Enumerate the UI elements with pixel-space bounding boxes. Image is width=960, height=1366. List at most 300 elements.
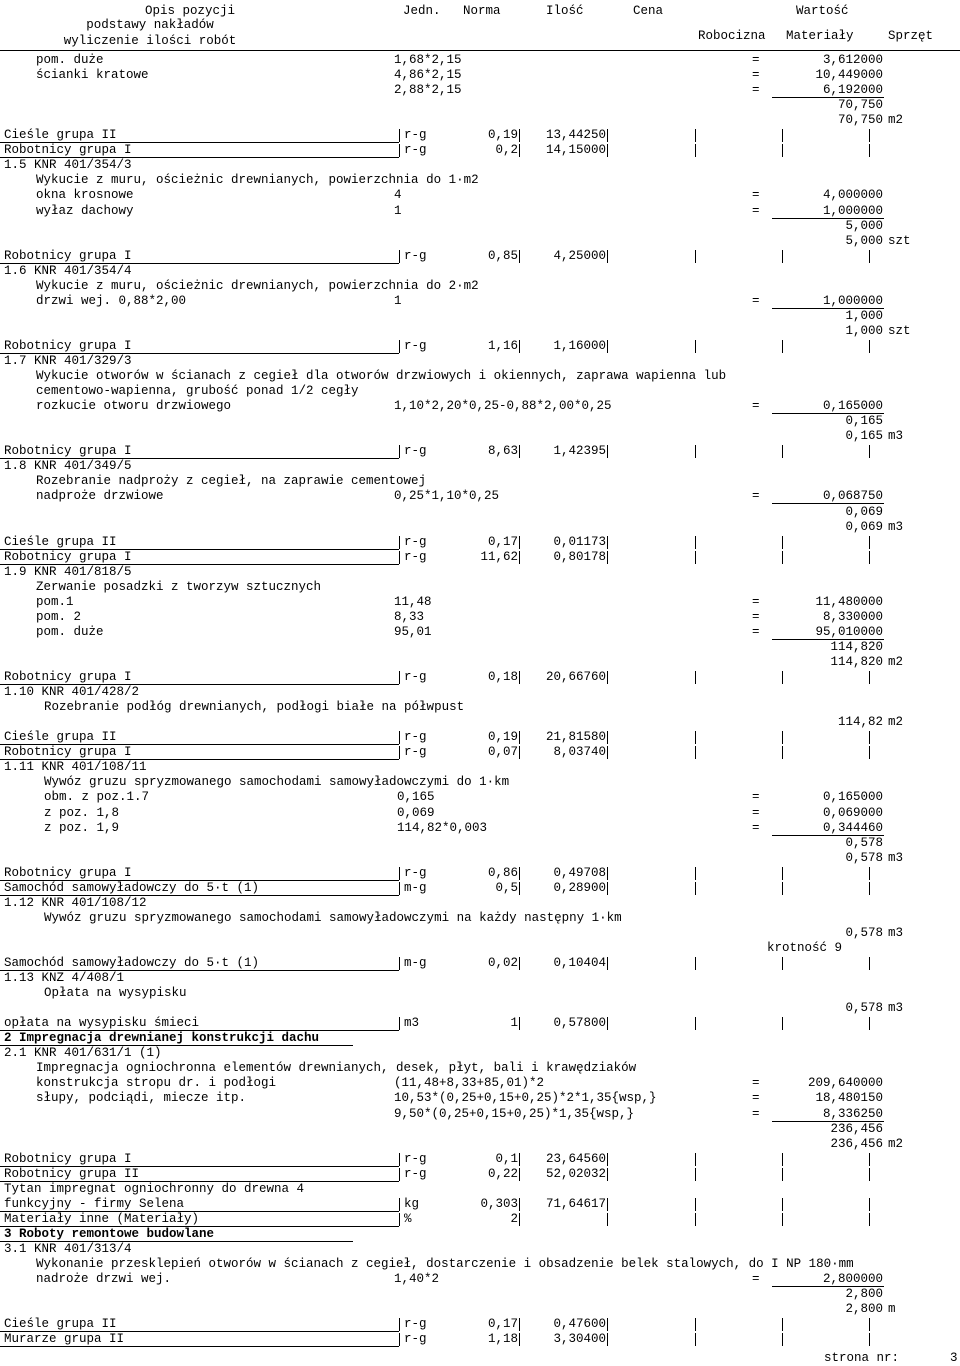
- column-separator: [695, 731, 696, 744]
- calc-equals: =: [752, 294, 760, 308]
- column-separator: [399, 731, 400, 744]
- calc-formula: 1,10*2,20*0,25-0,88*2,00*0,25: [394, 399, 612, 413]
- calc-value: 0,344460: [822, 821, 883, 835]
- resource-unit: r-g: [404, 730, 427, 744]
- resource-name: Murarze grupa II: [4, 1332, 125, 1346]
- column-separator: [869, 1213, 870, 1226]
- column-separator: [869, 671, 870, 684]
- column-separator: [695, 1333, 696, 1346]
- footer-page-label: strona nr:: [824, 1351, 900, 1365]
- column-separator: [399, 250, 400, 263]
- calc-formula: 8,33: [394, 610, 425, 624]
- resource-name: Cieśle grupa II: [4, 535, 117, 549]
- calc-formula: 11,48: [394, 595, 432, 609]
- position-description: Wykonanie przesklepień otworów w ścianach z cegieł, dostarczenie i obsadzenie belek stalowych, do I NP 180·mm: [36, 1257, 854, 1271]
- total-value: 0,578: [845, 1001, 883, 1015]
- column-separator: [519, 445, 520, 458]
- column-separator: [782, 536, 783, 549]
- position-number: 1.8 KNR 401/349/5: [4, 459, 132, 473]
- resource-name: Robotnicy grupa I: [4, 550, 132, 564]
- calc-description: ścianki kratowe: [36, 68, 149, 82]
- total-value: 0,578: [845, 926, 883, 940]
- position-number: 1.10 KNR 401/428/2: [4, 685, 140, 699]
- calc-value: 0,165000: [822, 399, 883, 413]
- calc-formula: 1: [394, 294, 402, 308]
- resource-norm: 0,07: [487, 745, 518, 759]
- column-separator: [869, 1168, 870, 1181]
- resource-unit: r-g: [404, 1317, 427, 1331]
- header-materialy: Materiały: [786, 29, 854, 43]
- calc-value: 3,612000: [822, 53, 883, 67]
- resource-quantity: 4,25000: [553, 249, 606, 263]
- column-separator: [399, 957, 400, 970]
- calc-description: drzwi wej. 0,88*2,00: [36, 294, 187, 308]
- resource-norm: 2: [510, 1212, 518, 1226]
- position-description: Impregnacja ogniochronna elementów drewnianych, desek, płyt, bali i krawędziaków: [36, 1061, 637, 1075]
- subtotal-value: 0,578: [845, 836, 883, 850]
- resource-unit: m-g: [404, 881, 427, 895]
- column-separator: [869, 445, 870, 458]
- column-separator: [607, 882, 608, 895]
- calc-value: 8,336250: [822, 1107, 883, 1121]
- column-separator: [607, 445, 608, 458]
- resource-unit: r-g: [404, 143, 427, 157]
- resource-name: Robotnicy grupa II: [4, 1167, 140, 1181]
- column-separator: [869, 250, 870, 263]
- subtotal-value: 1,000: [845, 309, 883, 323]
- resource-name: Cieśle grupa II: [4, 128, 117, 142]
- resource-norm: 0,2: [495, 143, 518, 157]
- resource-quantity: 23,64560: [545, 1152, 606, 1166]
- column-separator: [519, 1333, 520, 1346]
- total-value: 0,578: [845, 851, 883, 865]
- column-separator: [399, 1333, 400, 1346]
- position-description: Wykucie otworów w ścianach z cegieł dla otworów drzwiowych i okiennych, zaprawa wapienna lub: [36, 369, 727, 383]
- position-description: cementowo-wapienna, grubość ponad 1/2 cegły: [36, 384, 359, 398]
- column-separator: [869, 536, 870, 549]
- resource-norm: 0,19: [487, 128, 518, 142]
- header-ilosc: Ilość: [546, 4, 584, 18]
- column-separator: [782, 1168, 783, 1181]
- resource-unit: r-g: [404, 1332, 427, 1346]
- column-separator: [519, 867, 520, 880]
- section-rule-top: [0, 1226, 353, 1227]
- calc-description: nadroże drzwi wej.: [36, 1272, 172, 1286]
- resource-norm: 1,18: [487, 1332, 518, 1346]
- column-separator: [519, 1017, 520, 1030]
- column-separator: [869, 731, 870, 744]
- column-separator: [695, 746, 696, 759]
- calc-value: 0,069000: [822, 806, 883, 820]
- calc-value: 209,640000: [807, 1076, 883, 1090]
- resource-name: Robotnicy grupa I: [4, 745, 132, 759]
- resource-unit: %: [404, 1212, 412, 1226]
- column-separator: [782, 867, 783, 880]
- calc-value: 10,449000: [815, 68, 883, 82]
- column-separator: [399, 340, 400, 353]
- resource-quantity: 0,10404: [553, 956, 606, 970]
- column-separator: [399, 1213, 400, 1226]
- resource-norm: 0,1: [495, 1152, 518, 1166]
- resource-unit: r-g: [404, 1167, 427, 1181]
- resource-norm: 1: [510, 1016, 518, 1030]
- column-separator: [695, 1318, 696, 1331]
- column-separator: [695, 1017, 696, 1030]
- section-title: 3 Roboty remontowe budowlane: [4, 1227, 215, 1241]
- calc-equals: =: [752, 625, 760, 639]
- column-separator: [695, 1168, 696, 1181]
- resource-name: opłata na wysypisku śmieci: [4, 1016, 200, 1030]
- calc-description: pom. 2: [36, 610, 82, 624]
- calc-description: słupy, podciądi, miecze itp.: [36, 1091, 247, 1105]
- column-separator: [519, 882, 520, 895]
- column-separator: [399, 445, 400, 458]
- column-separator: [695, 340, 696, 353]
- resource-name: Robotnicy grupa I: [4, 866, 132, 880]
- column-separator: [869, 882, 870, 895]
- calc-equals: =: [752, 1272, 760, 1286]
- resource-quantity: 20,66760: [545, 670, 606, 684]
- resource-name: Robotnicy grupa I: [4, 143, 132, 157]
- total-unit: m2: [888, 715, 904, 729]
- resource-quantity: 71,64617: [545, 1197, 606, 1211]
- calc-formula: 1,68*2,15: [394, 53, 462, 67]
- calc-formula: 95,01: [394, 625, 432, 639]
- calc-equals: =: [752, 595, 760, 609]
- column-separator: [782, 129, 783, 142]
- column-separator: [519, 671, 520, 684]
- calc-equals: =: [752, 1091, 760, 1105]
- column-separator: [782, 671, 783, 684]
- column-separator: [399, 1017, 400, 1030]
- position-number: 1.11 KNR 401/108/11: [4, 760, 147, 774]
- total-unit: m2: [888, 655, 904, 669]
- section-rule-top: [0, 1030, 353, 1031]
- header-jedn: Jedn.: [403, 4, 441, 18]
- calc-equals: =: [752, 83, 760, 97]
- header-opis-line-3: wyliczenie ilości robót: [63, 34, 237, 48]
- column-separator: [607, 957, 608, 970]
- column-separator: [519, 1153, 520, 1166]
- column-separator: [519, 1198, 520, 1211]
- header-norma: Norma: [463, 4, 501, 18]
- column-separator: [399, 551, 400, 564]
- column-separator: [399, 1168, 400, 1181]
- column-separator: [519, 129, 520, 142]
- position-number: 3.1 KNR 401/313/4: [4, 1242, 132, 1256]
- column-separator: [869, 746, 870, 759]
- calc-description: z poz. 1,8: [44, 806, 120, 820]
- column-separator: [869, 551, 870, 564]
- total-value: 1,000: [845, 324, 883, 338]
- header-robocizna: Robocizna: [698, 29, 766, 43]
- calc-formula: 4: [394, 188, 402, 202]
- resource-norm: 8,63: [487, 444, 518, 458]
- resource-name: Robotnicy grupa I: [4, 670, 132, 684]
- position-description: Wykucie z muru, ościeżnic drewnianych, powierzchnia do 2·m2: [36, 279, 479, 293]
- column-separator: [782, 250, 783, 263]
- resource-name: funkcyjny - firmy Selena: [4, 1197, 185, 1211]
- calc-description: wyłaz dachowy: [36, 204, 134, 218]
- resource-unit: r-g: [404, 550, 427, 564]
- resource-quantity: 1,16000: [553, 339, 606, 353]
- column-separator: [782, 1213, 783, 1226]
- column-separator: [782, 445, 783, 458]
- total-value: 5,000: [845, 234, 883, 248]
- column-separator: [399, 129, 400, 142]
- column-separator: [519, 731, 520, 744]
- column-separator: [607, 250, 608, 263]
- column-separator: [519, 1213, 520, 1226]
- material-name: Tytan impregnat ogniochronny do drewna 4: [4, 1182, 305, 1196]
- calc-formula: 10,53*(0,25+0,15+0,25)*2*1,35{wsp,}: [394, 1091, 657, 1105]
- header-bottom-rule: [0, 50, 960, 51]
- subtotal-value: 2,800: [845, 1287, 883, 1301]
- calc-value: 0,165000: [822, 790, 883, 804]
- column-separator: [607, 867, 608, 880]
- column-separator: [519, 1168, 520, 1181]
- resource-name: Materiały inne (Materiały): [4, 1212, 200, 1226]
- calc-formula: 1,40*2: [394, 1272, 440, 1286]
- calc-value: 8,330000: [822, 610, 883, 624]
- calc-underline: [772, 503, 884, 504]
- column-separator: [607, 129, 608, 142]
- total-value: 114,820: [830, 655, 883, 669]
- resource-unit: r-g: [404, 535, 427, 549]
- total-unit: szt: [888, 324, 911, 338]
- column-separator: [519, 144, 520, 157]
- calc-equals: =: [752, 53, 760, 67]
- resource-norm: 0,86: [487, 866, 518, 880]
- resource-unit: r-g: [404, 128, 427, 142]
- calc-formula: 0,165: [397, 790, 435, 804]
- column-separator: [607, 144, 608, 157]
- resource-quantity: 13,44250: [545, 128, 606, 142]
- calc-value: 0,068750: [822, 489, 883, 503]
- footer-page-number: 3: [950, 1351, 958, 1365]
- calc-formula: 0,069: [397, 806, 435, 820]
- column-separator: [782, 882, 783, 895]
- subtotal-value: 0,165: [845, 414, 883, 428]
- resource-norm: 0,19: [487, 730, 518, 744]
- resource-unit: r-g: [404, 866, 427, 880]
- calc-value: 95,010000: [815, 625, 883, 639]
- column-separator: [695, 1198, 696, 1211]
- section-title: 2 Impregnacja drewnianej konstrukcji dachu: [4, 1031, 320, 1045]
- resource-name: Cieśle grupa II: [4, 730, 117, 744]
- column-separator: [869, 340, 870, 353]
- total-unit: m3: [888, 429, 904, 443]
- header-wartosc: Wartość: [796, 4, 849, 18]
- resource-unit: r-g: [404, 670, 427, 684]
- total-value: 2,800: [845, 1302, 883, 1316]
- column-separator: [695, 445, 696, 458]
- calc-formula: 2,88*2,15: [394, 83, 462, 97]
- calc-value: 1,000000: [822, 294, 883, 308]
- resource-name: Cieśle grupa II: [4, 1317, 117, 1331]
- resource-name: Robotnicy grupa I: [4, 339, 132, 353]
- column-separator: [399, 536, 400, 549]
- column-separator: [695, 250, 696, 263]
- column-separator: [399, 867, 400, 880]
- resource-quantity: 8,03740: [553, 745, 606, 759]
- column-separator: [695, 536, 696, 549]
- resource-name: Robotnicy grupa I: [4, 249, 132, 263]
- column-separator: [607, 536, 608, 549]
- column-separator: [695, 957, 696, 970]
- column-separator: [782, 1318, 783, 1331]
- calc-equals: =: [752, 68, 760, 82]
- header-opis-line-2: podstawy nakładów: [86, 18, 214, 32]
- resource-quantity: 0,57800: [553, 1016, 606, 1030]
- column-separator: [607, 731, 608, 744]
- column-separator: [399, 144, 400, 157]
- total-unit: m2: [888, 1137, 904, 1151]
- column-separator: [399, 1318, 400, 1331]
- column-separator: [782, 340, 783, 353]
- column-separator: [782, 1153, 783, 1166]
- resource-quantity: 1,42395: [553, 444, 606, 458]
- total-unit: m3: [888, 926, 904, 940]
- column-separator: [607, 1198, 608, 1211]
- calc-description: nadproże drzwiowe: [36, 489, 164, 503]
- calc-equals: =: [752, 806, 760, 820]
- calc-equals: =: [752, 610, 760, 624]
- column-separator: [869, 1198, 870, 1211]
- subtotal-value: 236,456: [830, 1122, 883, 1136]
- position-description: Wywóz gruzu spryzmowanego samochodami samowyładowczymi do 1·km: [44, 775, 510, 789]
- position-number: 1.6 KNR 401/354/4: [4, 264, 132, 278]
- column-separator: [607, 671, 608, 684]
- column-separator: [869, 867, 870, 880]
- column-separator: [782, 551, 783, 564]
- resource-unit: r-g: [404, 745, 427, 759]
- column-separator: [399, 1153, 400, 1166]
- column-separator: [519, 250, 520, 263]
- subtotal-value: 5,000: [845, 219, 883, 233]
- total-unit: m3: [888, 520, 904, 534]
- resource-norm: 11,62: [480, 550, 518, 564]
- resource-quantity: 0,01173: [553, 535, 606, 549]
- column-separator: [519, 536, 520, 549]
- calc-equals: =: [752, 790, 760, 804]
- resource-unit: m3: [404, 1016, 420, 1030]
- column-separator: [782, 957, 783, 970]
- resource-unit: r-g: [404, 249, 427, 263]
- resource-quantity: 3,30400: [553, 1332, 606, 1346]
- column-separator: [695, 671, 696, 684]
- total-unit: szt: [888, 234, 911, 248]
- column-separator: [695, 1213, 696, 1226]
- calc-description: pom. duże: [36, 53, 104, 67]
- subtotal-value: 0,069: [845, 505, 883, 519]
- resource-quantity: 0,47600: [553, 1317, 606, 1331]
- resource-quantity: 14,15000: [545, 143, 606, 157]
- column-separator: [607, 340, 608, 353]
- position-description: Wywóz gruzu spryzmowanego samochodami samowyładowczymi na każdy następny 1·km: [44, 911, 622, 925]
- header-opis-line-1: Opis pozycji: [144, 4, 235, 18]
- total-value: 70,750: [837, 113, 883, 127]
- column-separator: [695, 144, 696, 157]
- column-separator: [869, 1017, 870, 1030]
- column-separator: [695, 867, 696, 880]
- calc-value: 6,192000: [822, 83, 883, 97]
- calc-description: pom.1: [36, 595, 74, 609]
- position-description: Zerwanie posadzki z tworzyw sztucznych: [36, 580, 322, 594]
- calc-value: 4,000000: [822, 188, 883, 202]
- calc-equals: =: [752, 188, 760, 202]
- column-separator: [869, 1333, 870, 1346]
- resource-underline: [0, 1346, 399, 1347]
- total-unit: m: [888, 1302, 896, 1316]
- total-value: 236,456: [830, 1137, 883, 1151]
- calc-value: 18,480150: [815, 1091, 883, 1105]
- calc-equals: =: [752, 821, 760, 835]
- calc-formula: 4,86*2,15: [394, 68, 462, 82]
- calc-formula: 0,25*1,10*0,25: [394, 489, 500, 503]
- position-number: 1.7 KNR 401/329/3: [4, 354, 132, 368]
- column-separator: [782, 731, 783, 744]
- resource-unit: r-g: [404, 1152, 427, 1166]
- calc-value: 1,000000: [822, 204, 883, 218]
- column-separator: [695, 129, 696, 142]
- resource-name: Samochód samowyładowczy do 5·t (1): [4, 881, 260, 895]
- column-separator: [607, 551, 608, 564]
- position-number: 1.9 KNR 401/818/5: [4, 565, 132, 579]
- header-cena: Cena: [633, 4, 664, 18]
- calc-value: 2,800000: [822, 1272, 883, 1286]
- column-separator: [869, 129, 870, 142]
- resource-unit: kg: [404, 1197, 420, 1211]
- resource-norm: 0,02: [487, 956, 518, 970]
- column-separator: [782, 1198, 783, 1211]
- calc-value: 11,480000: [815, 595, 883, 609]
- calc-equals: =: [752, 489, 760, 503]
- column-separator: [695, 882, 696, 895]
- calc-equals: =: [752, 204, 760, 218]
- calc-formula: 9,50*(0,25+0,15+0,25)*1,35{wsp,}: [394, 1107, 635, 1121]
- position-number: 1.13 KNZ 4/408/1: [4, 971, 125, 985]
- total-unit: m3: [888, 851, 904, 865]
- column-separator: [519, 957, 520, 970]
- calc-description: pom. duże: [36, 625, 104, 639]
- column-separator: [869, 1318, 870, 1331]
- resource-unit: m-g: [404, 956, 427, 970]
- resource-quantity: 0,80178: [553, 550, 606, 564]
- column-separator: [607, 746, 608, 759]
- subtotal-value: 70,750: [837, 98, 883, 112]
- calc-description: konstrukcja stropu dr. i podłogi: [36, 1076, 277, 1090]
- column-separator: [695, 551, 696, 564]
- total-value: 0,165: [845, 429, 883, 443]
- resource-name: Robotnicy grupa I: [4, 444, 132, 458]
- resource-norm: 0,303: [480, 1197, 518, 1211]
- resource-norm: 0,22: [487, 1167, 518, 1181]
- position-number: 2.1 KNR 401/631/1 (1): [4, 1046, 162, 1060]
- total-unit: m2: [888, 113, 904, 127]
- resource-norm: 1,16: [487, 339, 518, 353]
- column-separator: [782, 1333, 783, 1346]
- column-separator: [399, 882, 400, 895]
- resource-name: Samochód samowyładowczy do 5·t (1): [4, 956, 260, 970]
- column-separator: [869, 957, 870, 970]
- resource-norm: 0,85: [487, 249, 518, 263]
- resource-norm: 0,17: [487, 535, 518, 549]
- resource-quantity: 52,02032: [545, 1167, 606, 1181]
- column-separator: [869, 1153, 870, 1166]
- resource-norm: 0,5: [495, 881, 518, 895]
- column-separator: [399, 671, 400, 684]
